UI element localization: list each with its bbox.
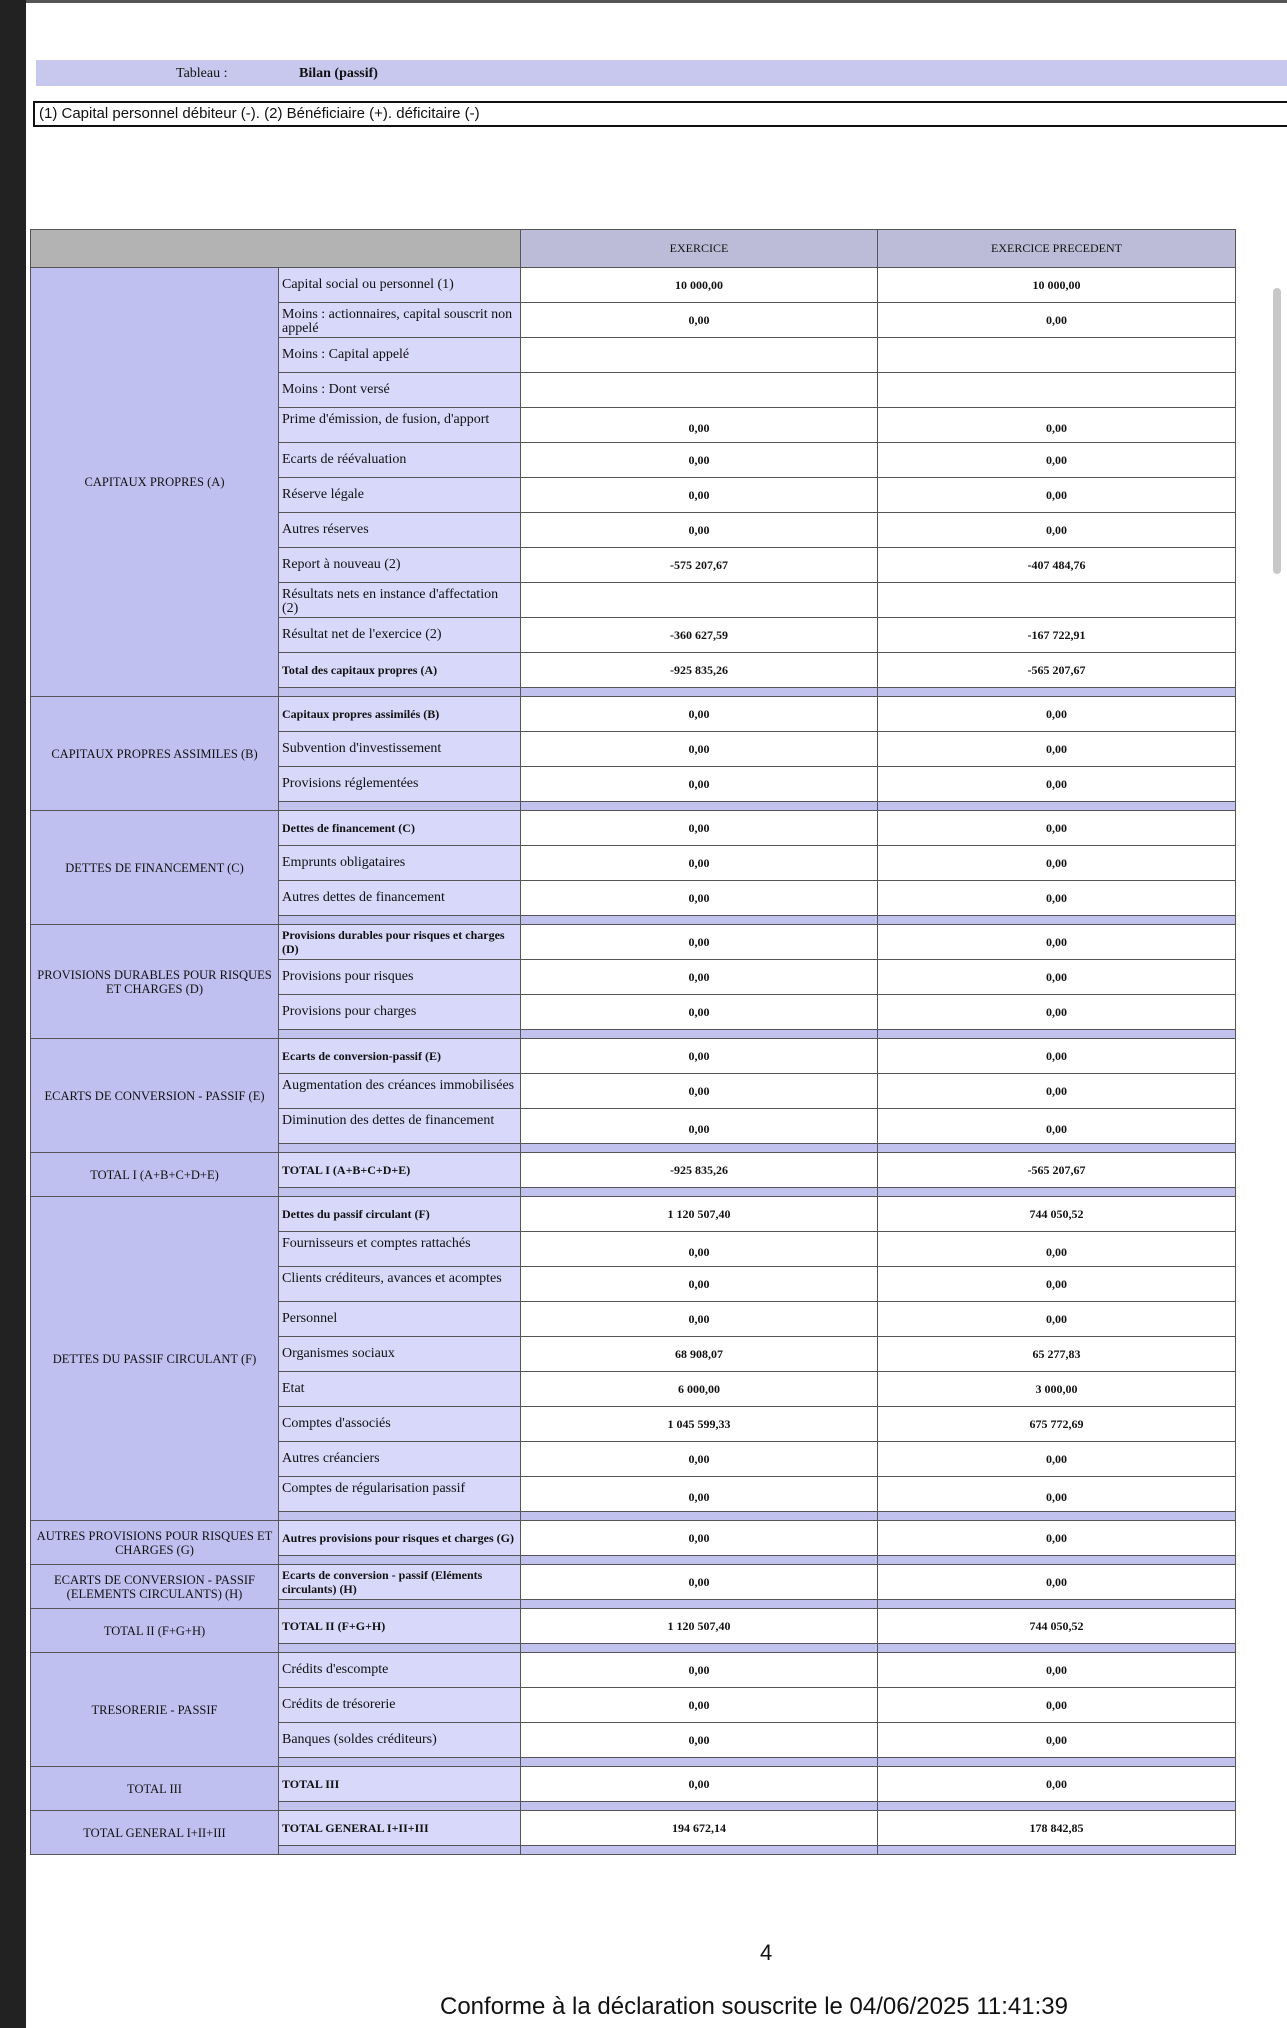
separator-cell <box>279 1758 521 1767</box>
value-previous: 0,00 <box>878 513 1236 548</box>
row-label: Provisions réglementées <box>279 767 521 802</box>
value-current: 0,00 <box>521 732 878 767</box>
separator-cell <box>521 1512 878 1521</box>
value-previous <box>878 583 1236 618</box>
value-previous: -565 207,67 <box>878 1153 1236 1188</box>
row-label: Emprunts obligataires <box>279 846 521 881</box>
section-label: TRESORERIE - PASSIF <box>31 1653 279 1767</box>
value-previous <box>878 338 1236 373</box>
value-previous: 0,00 <box>878 1653 1236 1688</box>
legend-note: (1) Capital personnel débiteur (-). (2) Bénéficiaire (+). déficitaire (-) <box>33 101 1287 127</box>
section-label: ECARTS DE CONVERSION - PASSIF (E) <box>31 1039 279 1153</box>
value-current: 0,00 <box>521 1477 878 1512</box>
separator-cell <box>878 688 1236 697</box>
value-previous: -167 722,91 <box>878 618 1236 653</box>
section-label: TOTAL GENERAL I+II+III <box>31 1811 279 1855</box>
table-row <box>31 1197 1236 1232</box>
value-previous: 0,00 <box>878 960 1236 995</box>
value-current: 0,00 <box>521 1565 878 1600</box>
row-label: Organismes sociaux <box>279 1337 521 1372</box>
row-label: Réserve légale <box>279 478 521 513</box>
separator-cell <box>279 1556 521 1565</box>
value-current: 0,00 <box>521 1109 878 1144</box>
value-previous: 65 277,83 <box>878 1337 1236 1372</box>
table-row <box>31 697 1236 732</box>
value-current <box>521 373 878 408</box>
row-label: Etat <box>279 1372 521 1407</box>
value-current: 0,00 <box>521 1442 878 1477</box>
row-label: Capital social ou personnel (1) <box>279 268 521 303</box>
separator-cell <box>878 1188 1236 1197</box>
table-row <box>31 1609 1236 1644</box>
value-previous: 0,00 <box>878 443 1236 478</box>
value-current: 0,00 <box>521 443 878 478</box>
value-current: 0,00 <box>521 1521 878 1556</box>
value-current <box>521 338 878 373</box>
row-label: Banques (soldes créditeurs) <box>279 1723 521 1758</box>
section-label: PROVISIONS DURABLES POUR RISQUES ET CHARGES (D) <box>31 925 279 1039</box>
separator-cell <box>878 1600 1236 1609</box>
row-label: TOTAL II (F+G+H) <box>279 1609 521 1644</box>
row-label: Personnel <box>279 1302 521 1337</box>
row-label: Clients créditeurs, avances et acomptes <box>279 1267 521 1302</box>
value-current: 0,00 <box>521 960 878 995</box>
row-label: Dettes de financement (C) <box>279 811 521 846</box>
row-label: Moins : Dont versé <box>279 373 521 408</box>
row-label: Prime d'émission, de fusion, d'apport <box>279 408 521 443</box>
row-label: Fournisseurs et comptes rattachés <box>279 1232 521 1267</box>
value-current: 0,00 <box>521 303 878 338</box>
separator-cell <box>878 1144 1236 1153</box>
value-previous: 0,00 <box>878 1723 1236 1758</box>
column-header-previous: EXERCICE PRECEDENT <box>878 230 1236 268</box>
row-label: Diminution des dettes de financement <box>279 1109 521 1144</box>
value-previous: -407 484,76 <box>878 548 1236 583</box>
row-label: Comptes d'associés <box>279 1407 521 1442</box>
value-previous: 0,00 <box>878 1688 1236 1723</box>
separator-cell <box>279 1512 521 1521</box>
row-label: TOTAL I (A+B+C+D+E) <box>279 1153 521 1188</box>
row-label: Autres dettes de financement <box>279 881 521 916</box>
table-row <box>31 811 1236 846</box>
row-label: Comptes de régularisation passif <box>279 1477 521 1512</box>
value-previous: 0,00 <box>878 1232 1236 1267</box>
value-previous: 0,00 <box>878 1565 1236 1600</box>
row-label: Autres créanciers <box>279 1442 521 1477</box>
section-label: CAPITAUX PROPRES (A) <box>31 268 279 697</box>
separator-cell <box>878 916 1236 925</box>
row-label: Résultats nets en instance d'affectation (2) <box>279 583 521 618</box>
separator-cell <box>521 688 878 697</box>
value-previous: 0,00 <box>878 697 1236 732</box>
value-current: 1 120 507,40 <box>521 1197 878 1232</box>
value-current: 0,00 <box>521 1653 878 1688</box>
separator-cell <box>521 1030 878 1039</box>
separator-cell <box>521 1144 878 1153</box>
value-previous: 0,00 <box>878 478 1236 513</box>
table-row <box>31 268 1236 303</box>
value-current: 0,00 <box>521 1688 878 1723</box>
header-blank-cell <box>31 230 521 268</box>
value-previous: 3 000,00 <box>878 1372 1236 1407</box>
separator-cell <box>521 1802 878 1811</box>
separator-cell <box>279 1600 521 1609</box>
table-row <box>31 1039 1236 1074</box>
row-label: Crédits d'escompte <box>279 1653 521 1688</box>
section-label: ECARTS DE CONVERSION - PASSIF (ELEMENTS CIRCULANTS) (H) <box>31 1565 279 1609</box>
row-label: Ecarts de réévaluation <box>279 443 521 478</box>
value-current: 0,00 <box>521 1302 878 1337</box>
value-current: 0,00 <box>521 408 878 443</box>
separator-cell <box>878 1758 1236 1767</box>
separator-cell <box>521 916 878 925</box>
value-previous: 0,00 <box>878 1521 1236 1556</box>
value-current: 0,00 <box>521 811 878 846</box>
value-current: 0,00 <box>521 513 878 548</box>
value-previous: 675 772,69 <box>878 1407 1236 1442</box>
value-current: 0,00 <box>521 881 878 916</box>
separator-cell <box>878 1644 1236 1653</box>
value-current: 1 045 599,33 <box>521 1407 878 1442</box>
value-current: 0,00 <box>521 1723 878 1758</box>
column-header-current: EXERCICE <box>521 230 878 268</box>
value-previous: -565 207,67 <box>878 653 1236 688</box>
value-current: 0,00 <box>521 767 878 802</box>
separator-cell <box>521 802 878 811</box>
separator-cell <box>878 1846 1236 1855</box>
section-label: DETTES DE FINANCEMENT (C) <box>31 811 279 925</box>
row-label: Dettes du passif circulant (F) <box>279 1197 521 1232</box>
row-label: Autres réserves <box>279 513 521 548</box>
value-current: 6 000,00 <box>521 1372 878 1407</box>
value-current: 0,00 <box>521 995 878 1030</box>
value-current: 68 908,07 <box>521 1337 878 1372</box>
row-label: Crédits de trésorerie <box>279 1688 521 1723</box>
separator-cell <box>521 1758 878 1767</box>
value-current: 1 120 507,40 <box>521 1609 878 1644</box>
value-previous: 0,00 <box>878 767 1236 802</box>
table-row <box>31 1811 1236 1846</box>
row-label: Provisions durables pour risques et charges (D) <box>279 925 521 960</box>
bilan-passif-table <box>30 229 1236 1855</box>
value-previous: 10 000,00 <box>878 268 1236 303</box>
value-previous: 0,00 <box>878 925 1236 960</box>
value-current: 0,00 <box>521 1074 878 1109</box>
row-label: Subvention d'investissement <box>279 732 521 767</box>
row-label: Report à nouveau (2) <box>279 548 521 583</box>
value-previous: 0,00 <box>878 1477 1236 1512</box>
value-current: 0,00 <box>521 1232 878 1267</box>
section-label: CAPITAUX PROPRES ASSIMILES (B) <box>31 697 279 811</box>
separator-cell <box>878 1512 1236 1521</box>
separator-cell <box>521 1644 878 1653</box>
separator-cell <box>521 1188 878 1197</box>
value-current: 10 000,00 <box>521 268 878 303</box>
separator-cell <box>279 802 521 811</box>
row-label: Ecarts de conversion-passif (E) <box>279 1039 521 1074</box>
separator-cell <box>279 1144 521 1153</box>
value-previous: 0,00 <box>878 811 1236 846</box>
table-row <box>31 1153 1236 1188</box>
table-header-row <box>31 230 1236 268</box>
section-label: DETTES DU PASSIF CIRCULANT (F) <box>31 1197 279 1521</box>
scrollbar-thumb[interactable] <box>1273 288 1281 574</box>
row-label: TOTAL GENERAL I+II+III <box>279 1811 521 1846</box>
value-current: 0,00 <box>521 1767 878 1802</box>
section-label: TOTAL II (F+G+H) <box>31 1609 279 1653</box>
separator-cell <box>279 1188 521 1197</box>
separator-cell <box>878 1556 1236 1565</box>
value-current: -575 207,67 <box>521 548 878 583</box>
viewer-left-bar <box>0 0 26 2028</box>
value-current: 0,00 <box>521 846 878 881</box>
page-top-edge <box>26 0 1287 3</box>
value-previous: 0,00 <box>878 1442 1236 1477</box>
separator-cell <box>878 802 1236 811</box>
section-label: AUTRES PROVISIONS POUR RISQUES ET CHARGES (G) <box>31 1521 279 1565</box>
value-previous: 0,00 <box>878 303 1236 338</box>
value-current: -925 835,26 <box>521 653 878 688</box>
separator-cell <box>279 1802 521 1811</box>
table-caption <box>36 60 1287 86</box>
separator-cell <box>279 1030 521 1039</box>
separator-cell <box>521 1846 878 1855</box>
value-previous: 0,00 <box>878 995 1236 1030</box>
value-previous: 0,00 <box>878 846 1236 881</box>
value-previous: 178 842,85 <box>878 1811 1236 1846</box>
separator-cell <box>279 916 521 925</box>
table-row <box>31 925 1236 960</box>
value-previous: 744 050,52 <box>878 1197 1236 1232</box>
value-previous: 0,00 <box>878 732 1236 767</box>
value-previous: 0,00 <box>878 881 1236 916</box>
separator-cell <box>279 1846 521 1855</box>
value-previous: 744 050,52 <box>878 1609 1236 1644</box>
row-label: TOTAL III <box>279 1767 521 1802</box>
section-label: TOTAL I (A+B+C+D+E) <box>31 1153 279 1197</box>
row-label: Moins : Capital appelé <box>279 338 521 373</box>
row-label: Augmentation des créances immobilisées <box>279 1074 521 1109</box>
page-number: 4 <box>760 1940 773 1965</box>
value-current: 194 672,14 <box>521 1811 878 1846</box>
value-current <box>521 583 878 618</box>
separator-cell <box>878 1802 1236 1811</box>
separator-cell <box>521 1556 878 1565</box>
footer-conformity-text: Conforme à la déclaration souscrite le 04/06/2025 11:41:39 <box>440 1993 1068 2020</box>
row-label: Ecarts de conversion - passif (Eléments circulants) (H) <box>279 1565 521 1600</box>
separator-cell <box>878 1030 1236 1039</box>
row-label: Résultat net de l'exercice (2) <box>279 618 521 653</box>
row-label: Autres provisions pour risques et charges (G) <box>279 1521 521 1556</box>
table-row <box>31 1653 1236 1688</box>
row-label: Provisions pour charges <box>279 995 521 1030</box>
value-current: -925 835,26 <box>521 1153 878 1188</box>
row-label: Total des capitaux propres (A) <box>279 653 521 688</box>
table-row <box>31 1565 1236 1600</box>
row-label: Provisions pour risques <box>279 960 521 995</box>
value-previous: 0,00 <box>878 1039 1236 1074</box>
table-row <box>31 1767 1236 1802</box>
value-current: 0,00 <box>521 925 878 960</box>
section-label: TOTAL III <box>31 1767 279 1811</box>
value-current: -360 627,59 <box>521 618 878 653</box>
value-previous: 0,00 <box>878 408 1236 443</box>
value-previous: 0,00 <box>878 1767 1236 1802</box>
caption-value: Bilan (passif) <box>299 66 378 81</box>
separator-cell <box>521 1600 878 1609</box>
value-previous: 0,00 <box>878 1109 1236 1144</box>
value-previous: 0,00 <box>878 1074 1236 1109</box>
row-label: Moins : actionnaires, capital souscrit non appelé <box>279 303 521 338</box>
value-current: 0,00 <box>521 697 878 732</box>
separator-cell <box>279 688 521 697</box>
row-label: Capitaux propres assimilés (B) <box>279 697 521 732</box>
value-current: 0,00 <box>521 1039 878 1074</box>
value-current: 0,00 <box>521 478 878 513</box>
value-current: 0,00 <box>521 1267 878 1302</box>
caption-label: Tableau : <box>176 66 228 81</box>
value-previous <box>878 373 1236 408</box>
table-row <box>31 1521 1236 1556</box>
value-previous: 0,00 <box>878 1267 1236 1302</box>
separator-cell <box>279 1644 521 1653</box>
value-previous: 0,00 <box>878 1302 1236 1337</box>
